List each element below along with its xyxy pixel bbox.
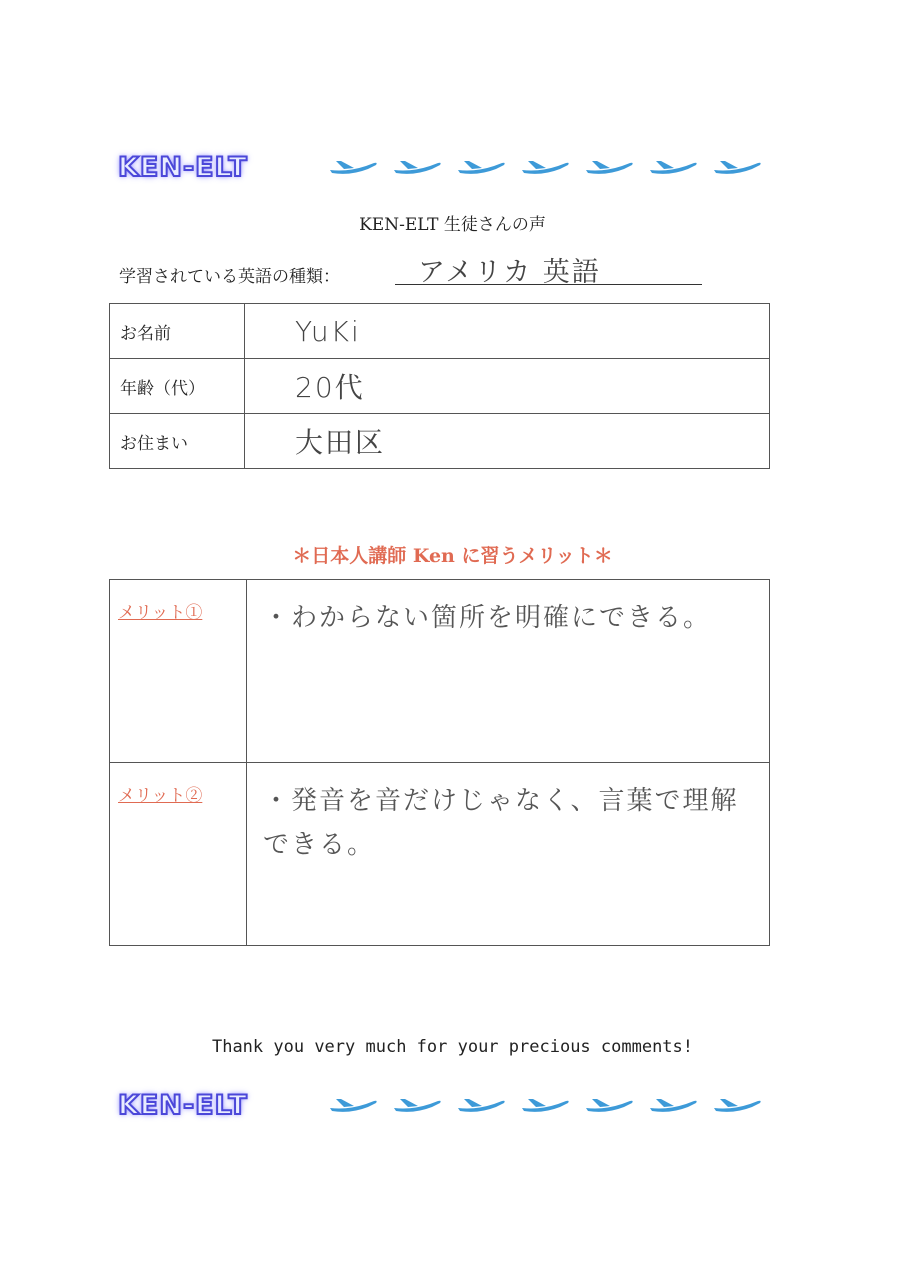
name-label: お名前 [110,304,245,359]
thanks-message: Thank you very much for your precious comments! [211,1037,694,1057]
merit-2-value: ・発音を音だけじゃなく、言葉で理解できる。 [247,763,770,946]
merit-1-value: ・わからない箇所を明確にできる。 [247,580,770,763]
ken-elt-logo: KEN-ELT [118,1090,248,1121]
english-type-value: アメリカ 英語 [418,257,601,288]
merit-2-label: メリット② [110,763,247,946]
airplane-icon [328,1094,768,1120]
age-value: 20代 [245,359,770,414]
student-info-table [109,303,770,469]
english-type-label: 学習されている英語の種類： [119,267,340,287]
top-banner [118,152,768,186]
bottom-banner [118,1090,768,1124]
table-row [110,304,770,359]
airplane-icon [328,156,768,182]
merit-1-label: メリット① [110,580,247,763]
name-value: YuKi [245,304,770,359]
residence-label: お住まい [110,414,245,469]
table-row [110,359,770,414]
ken-elt-logo: KEN-ELT [118,152,248,183]
residence-value: 大田区 [245,414,770,469]
table-row [110,414,770,469]
age-label: 年齢（代） [110,359,245,414]
page-title: KEN-ELT 生徒さんの声 [359,215,546,235]
table-row [110,580,770,763]
merit-table [109,579,770,946]
table-row [110,763,770,946]
merit-section-title: ＊日本人講師 Ken に習うメリット＊ [292,545,613,567]
